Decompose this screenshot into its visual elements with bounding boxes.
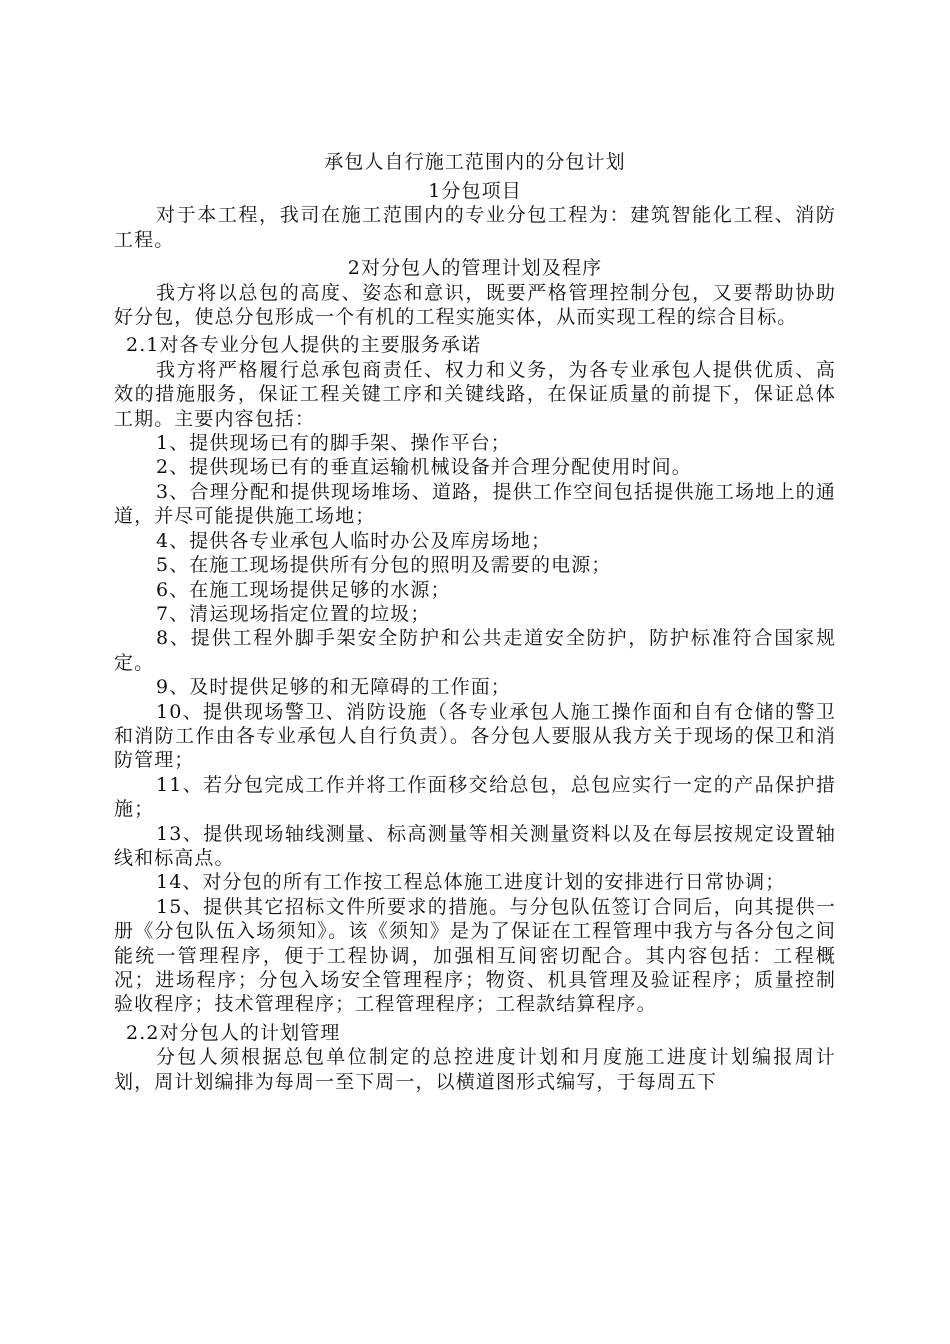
list-item: 6、在施工现场提供足够的水源； bbox=[156, 578, 451, 601]
list-item: 4、提供各专业承包人临时办公及库房场地； bbox=[156, 529, 552, 552]
list-item: 10、提供现场警卫、消防设施（各专业承包人施工操作面和自有仓储的警卫和消防工作由各专业承包人自行负责）。各分包人要服从我方关于现场的保卫和消防管理； bbox=[114, 700, 836, 772]
list-item: 11、若分包完成工作并将工作面移交给总包，总包应实行一定的产品保护措施； bbox=[114, 773, 836, 821]
section-2-1-intro: 我方将严格履行总承包商责任、权力和义务，为各专业承包人提供优质、高效的措施服务，保证工程关键工序和关键线路，在保证质量的前提下，保证总体工期。主要内容包括： bbox=[114, 358, 836, 430]
list-item: 8、提供工程外脚手架安全防护和公共走道安全防护，防护标准符合国家规定。 bbox=[114, 627, 836, 674]
document-body bbox=[114, 146, 836, 1094]
list-item: 7、清运现场指定位置的垃圾； bbox=[156, 602, 431, 625]
list-item: 2、提供现场已有的垂直运输机械设备并合理分配使用时间。 bbox=[156, 456, 692, 479]
list-item: 3、合理分配和提供现场堆场、道路，提供工作空间包括提供施工场地上的通道，并尽可能提供施工场地； bbox=[114, 480, 836, 528]
list-item: 5、在施工现场提供所有分包的照明及需要的电源； bbox=[156, 554, 612, 577]
section-2-heading: 2对分包人的管理计划及程序 bbox=[347, 257, 603, 280]
section-2-1-heading: 2.1对各专业分包人提供的主要服务承诺 bbox=[126, 334, 482, 357]
document-title: 承包人自行施工范围内的分包计划 bbox=[324, 151, 626, 173]
list-item: 14、对分包的所有工作按工程总体施工进度计划的安排进行日常协调； bbox=[156, 871, 786, 894]
list-item: 13、提供现场轴线测量、标高测量等相关测量资料以及在每层按规定设置轴线和标高点。 bbox=[114, 822, 836, 869]
section-2-2-heading: 2.2对分包人的计划管理 bbox=[126, 1021, 341, 1044]
section-2-paragraph: 我方将以总包的高度、姿态和意识，既要严格管理控制分包，又要帮助协助好分包，使总分包形成一个有机的工程实施实体，从而实现工程的综合目标。 bbox=[114, 281, 836, 329]
list-item: 1、提供现场已有的脚手架、操作平台； bbox=[156, 432, 511, 455]
section-1-heading: 1分包项目 bbox=[428, 180, 522, 202]
section-2-2-paragraph: 分包人须根据总包单位制定的总控进度计划和月度施工进度计划编报周计划，周计划编排为每周一至下周一，以横道图形式编写，于每周五下 bbox=[114, 1046, 836, 1093]
list-item: 15、提供其它招标文件所要求的措施。与分包队伍签订合同后，向其提供一册《分包队伍入场须知》。该《须知》是为了保证在工程管理中我方与各分包之间能统一管理程序，便于工程协调，加强相互间密切配合。其内容包括：工程概况；进场程序；分包入场安全管理程序；物资、机具管理及验证程序；质量控制验收程序；技术管理程序；工程管理程序；工程款结算程序。 bbox=[114, 895, 836, 1016]
service-list bbox=[114, 431, 836, 1017]
section-1-paragraph: 对于本工程，我司在施工范围内的专业分包工程为：建筑智能化工程、消防工程。 bbox=[114, 204, 836, 251]
list-item: 9、及时提供足够的和无障碍的工作面； bbox=[156, 676, 511, 699]
